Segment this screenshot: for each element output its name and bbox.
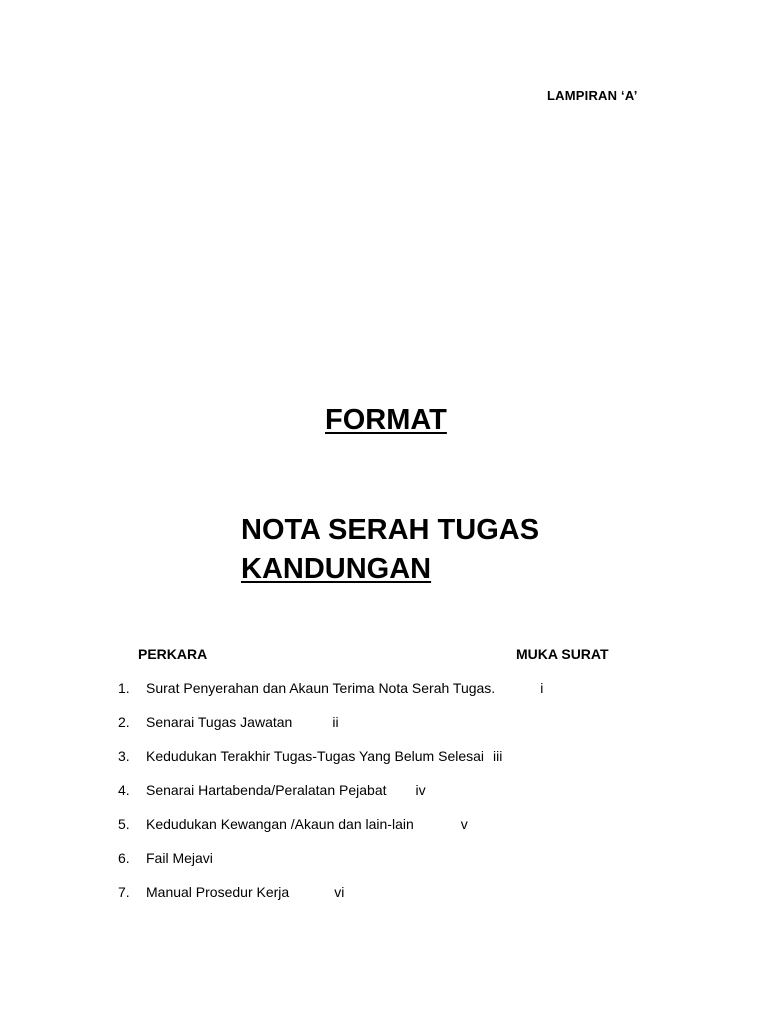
item-page: iii: [493, 748, 503, 764]
list-item: [118, 816, 468, 832]
list-item: [118, 714, 339, 730]
item-number: 1.: [118, 680, 130, 696]
format-heading: FORMAT: [325, 404, 447, 436]
list-item: [118, 680, 543, 696]
item-text: Senarai Tugas Jawatan: [146, 714, 293, 730]
item-text: Manual Prosedur Kerja: [146, 884, 290, 900]
item-page: vi: [334, 884, 345, 900]
list-item: [118, 748, 502, 764]
item-text: Senarai Hartabenda/Peralatan Pejabat: [146, 782, 387, 798]
document-title: NOTA SERAH TUGAS: [241, 514, 540, 546]
item-text: Fail Mejavi: [146, 850, 213, 866]
item-number: 2.: [118, 714, 130, 730]
item-number: 6.: [118, 850, 130, 866]
item-number: 7.: [118, 884, 130, 900]
item-number: 5.: [118, 816, 130, 832]
item-text: Kedudukan Kewangan /Akaun dan lain-lain: [146, 816, 414, 832]
item-page: ii: [332, 714, 339, 730]
item-page: i: [540, 680, 544, 696]
item-page: v: [460, 816, 468, 832]
item-number: 4.: [118, 782, 130, 798]
column-header-perkara: PERKARA: [138, 646, 208, 662]
lampiran-label: LAMPIRAN ‘A’: [547, 88, 638, 103]
item-page: iv: [415, 782, 426, 798]
item-number: 3.: [118, 748, 130, 764]
contents-heading: KANDUNGAN: [241, 553, 432, 585]
item-text: Kedudukan Terakhir Tugas-Tugas Yang Belum Selesai: [146, 748, 485, 764]
list-item: [118, 884, 344, 900]
item-text: Surat Penyerahan dan Akaun Terima Nota Serah Tugas.: [146, 680, 496, 696]
column-header-muka-surat: MUKA SURAT: [516, 646, 609, 662]
list-item: [118, 782, 426, 798]
list-item: [118, 850, 213, 866]
